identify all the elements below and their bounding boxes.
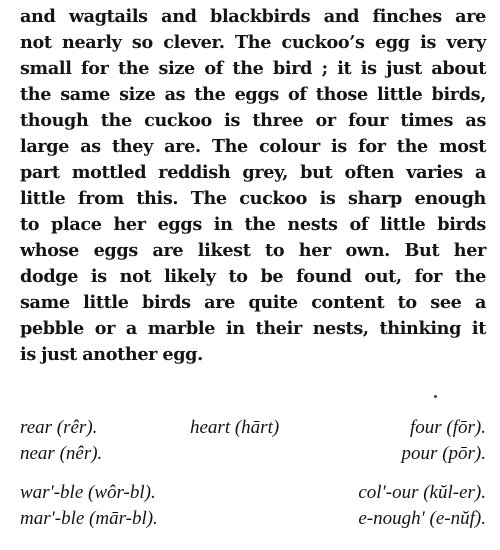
passage-line: part mottled reddish grey, but often varies a <box>20 162 486 183</box>
passage-line: little from this. The cuckoo is sharp enough <box>20 188 486 209</box>
passage-line: dodge is not likely to be found out, for the <box>20 266 486 287</box>
vocab-word: four (fōr). <box>410 417 486 438</box>
passage-line: pebble or a marble in their nests, thinking it <box>20 318 486 339</box>
vocab-word: pour (pōr). <box>401 443 486 464</box>
vocabulary-row <box>20 480 486 506</box>
passage-line: not nearly so clever. The cuckoo’s egg is very <box>20 32 486 53</box>
passage-line: to place her eggs in the nests of little birds <box>20 214 486 235</box>
vocabulary-row <box>20 506 486 532</box>
vocab-word: near (nêr). <box>20 443 103 464</box>
passage-line: small for the size of the bird ; it is just about <box>20 58 486 79</box>
passage-line: whose eggs are likest to her own. But her <box>20 240 486 261</box>
passage-line: same little birds are quite content to see a <box>20 292 486 313</box>
print-speck <box>434 395 437 398</box>
vocabulary-row <box>20 415 486 441</box>
vocab-word: rear (rêr). <box>20 417 98 438</box>
passage-line: and wagtails and blackbirds and finches are <box>20 6 486 27</box>
passage-line: the same size as the eggs of those little birds, <box>20 84 486 105</box>
vocab-word: war′-ble (wôr-bl). <box>20 482 156 503</box>
vocabulary-row <box>20 441 486 467</box>
passage-line: is just another egg. <box>20 344 203 365</box>
vocab-word: mar′-ble (mār-bl). <box>20 508 158 529</box>
vocab-word: heart (hārt) <box>190 417 280 438</box>
passage-line: large as they are. The colour is for the most <box>20 136 486 157</box>
passage <box>20 4 486 368</box>
vocab-word: col′-our (kŭl-er). <box>358 482 486 503</box>
vocab-word: e-nough′ (e-nŭf). <box>358 508 486 529</box>
passage-line: though the cuckoo is three or four times as <box>20 110 486 131</box>
